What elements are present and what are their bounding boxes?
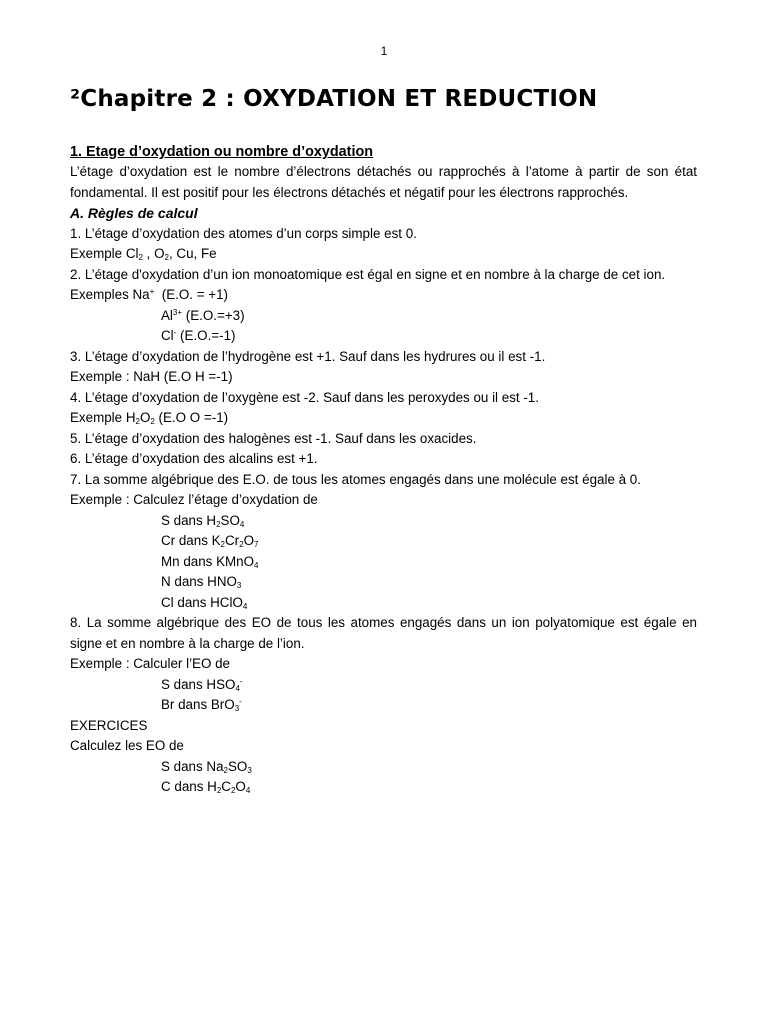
rule-3-example: Exemple : NaH (E.O H =-1) [70,369,233,384]
rule-7-item: Cr dans $K_2Cr_2O_7$ [161,533,259,549]
rule-7-example: Exemple : Calculez l’étage d’oxydation de [70,492,318,507]
rule-2-example-na: Exemples Na+ (E.O. = +1) [70,287,228,302]
rule-7-item: Mn dans KMnO$_4$ [161,553,259,570]
page-title: ²Chapitre 2 : OXYDATION ET REDUCTION [70,86,598,112]
exercice-item: C dans $H_2C_2O_4$ [161,779,251,795]
rule-2-example-cl: Cl- (E.O.=-1) [161,328,236,343]
rule-8-example: Exemple : Calculer l’EO de [70,656,231,671]
intro-paragraph: L’étage d’oxydation est le nombre d’électrons détachés ou rapprochés à l’atome à partir de son état fondamental. Il est positif pour les électrons détachés et négatif pour les électrons rapprochés. [70,164,697,200]
rule-7-item: Cl dans HClO$_4$ [161,594,248,611]
rule-8: 8. La somme algébrique des EO de tous les atomes engagés dans un ion polyatomique est égale en signe et en nombre à la charge de l’ion. [70,615,697,651]
rule-5: 5. L’étage d’oxydation des halogènes est -1. Sauf dans les oxacides. [70,430,477,446]
rule-2: 2. L’étage d'oxydation d’un ion monoatomique est égal en signe et en nombre à la charge de cet ion. [70,266,666,282]
rule-4-example: Exemple $H_2O_2$ (E.O O =-1) [70,410,229,426]
rule-1-example: Exemple $Cl_2$ , $O_2$, Cu, Fe [70,246,217,262]
rules-heading: A. Règles de calcul [70,205,198,221]
exercices-intro: Calculez les EO de [70,738,184,753]
rule-2-example-al: $Al^{3+}$ (E.O.=+3) [161,307,245,323]
rule-7-item: S dans $H_2SO_4$ [161,512,245,529]
exercices-heading: EXERCICES [70,717,148,733]
rule-6: 6. L’étage d’oxydation des alcalins est +1. [70,451,318,466]
rule-7: 7. La somme algébrique des E.O. de tous les atomes engagés dans une molécule est égale à 0. [70,471,641,487]
rule-7-item: N dans $HNO_3$ [161,574,242,590]
page-number: 1 [380,44,388,58]
rule-8-item: Br dans BrO$_3$- [161,697,242,713]
document-body [70,142,697,798]
rule-4: 4. L’étage d’oxydation de l’oxygène est -2. Sauf dans les peroxydes ou il est -1. [70,389,539,405]
rule-1: 1. L’étage d’oxydation des atomes d’un corps simple est 0. [70,225,417,241]
section-heading: 1. Etage d’oxydation ou nombre d’oxydation [70,144,374,160]
rule-3: 3. L’étage d’oxydation de l’hydrogène est +1. Sauf dans les hydrures ou il est -1. [70,348,546,364]
exercice-item: S dans $Na_2SO_3$ [161,758,252,775]
rule-8-item: S dans $HSO_4^-$ [161,676,243,693]
